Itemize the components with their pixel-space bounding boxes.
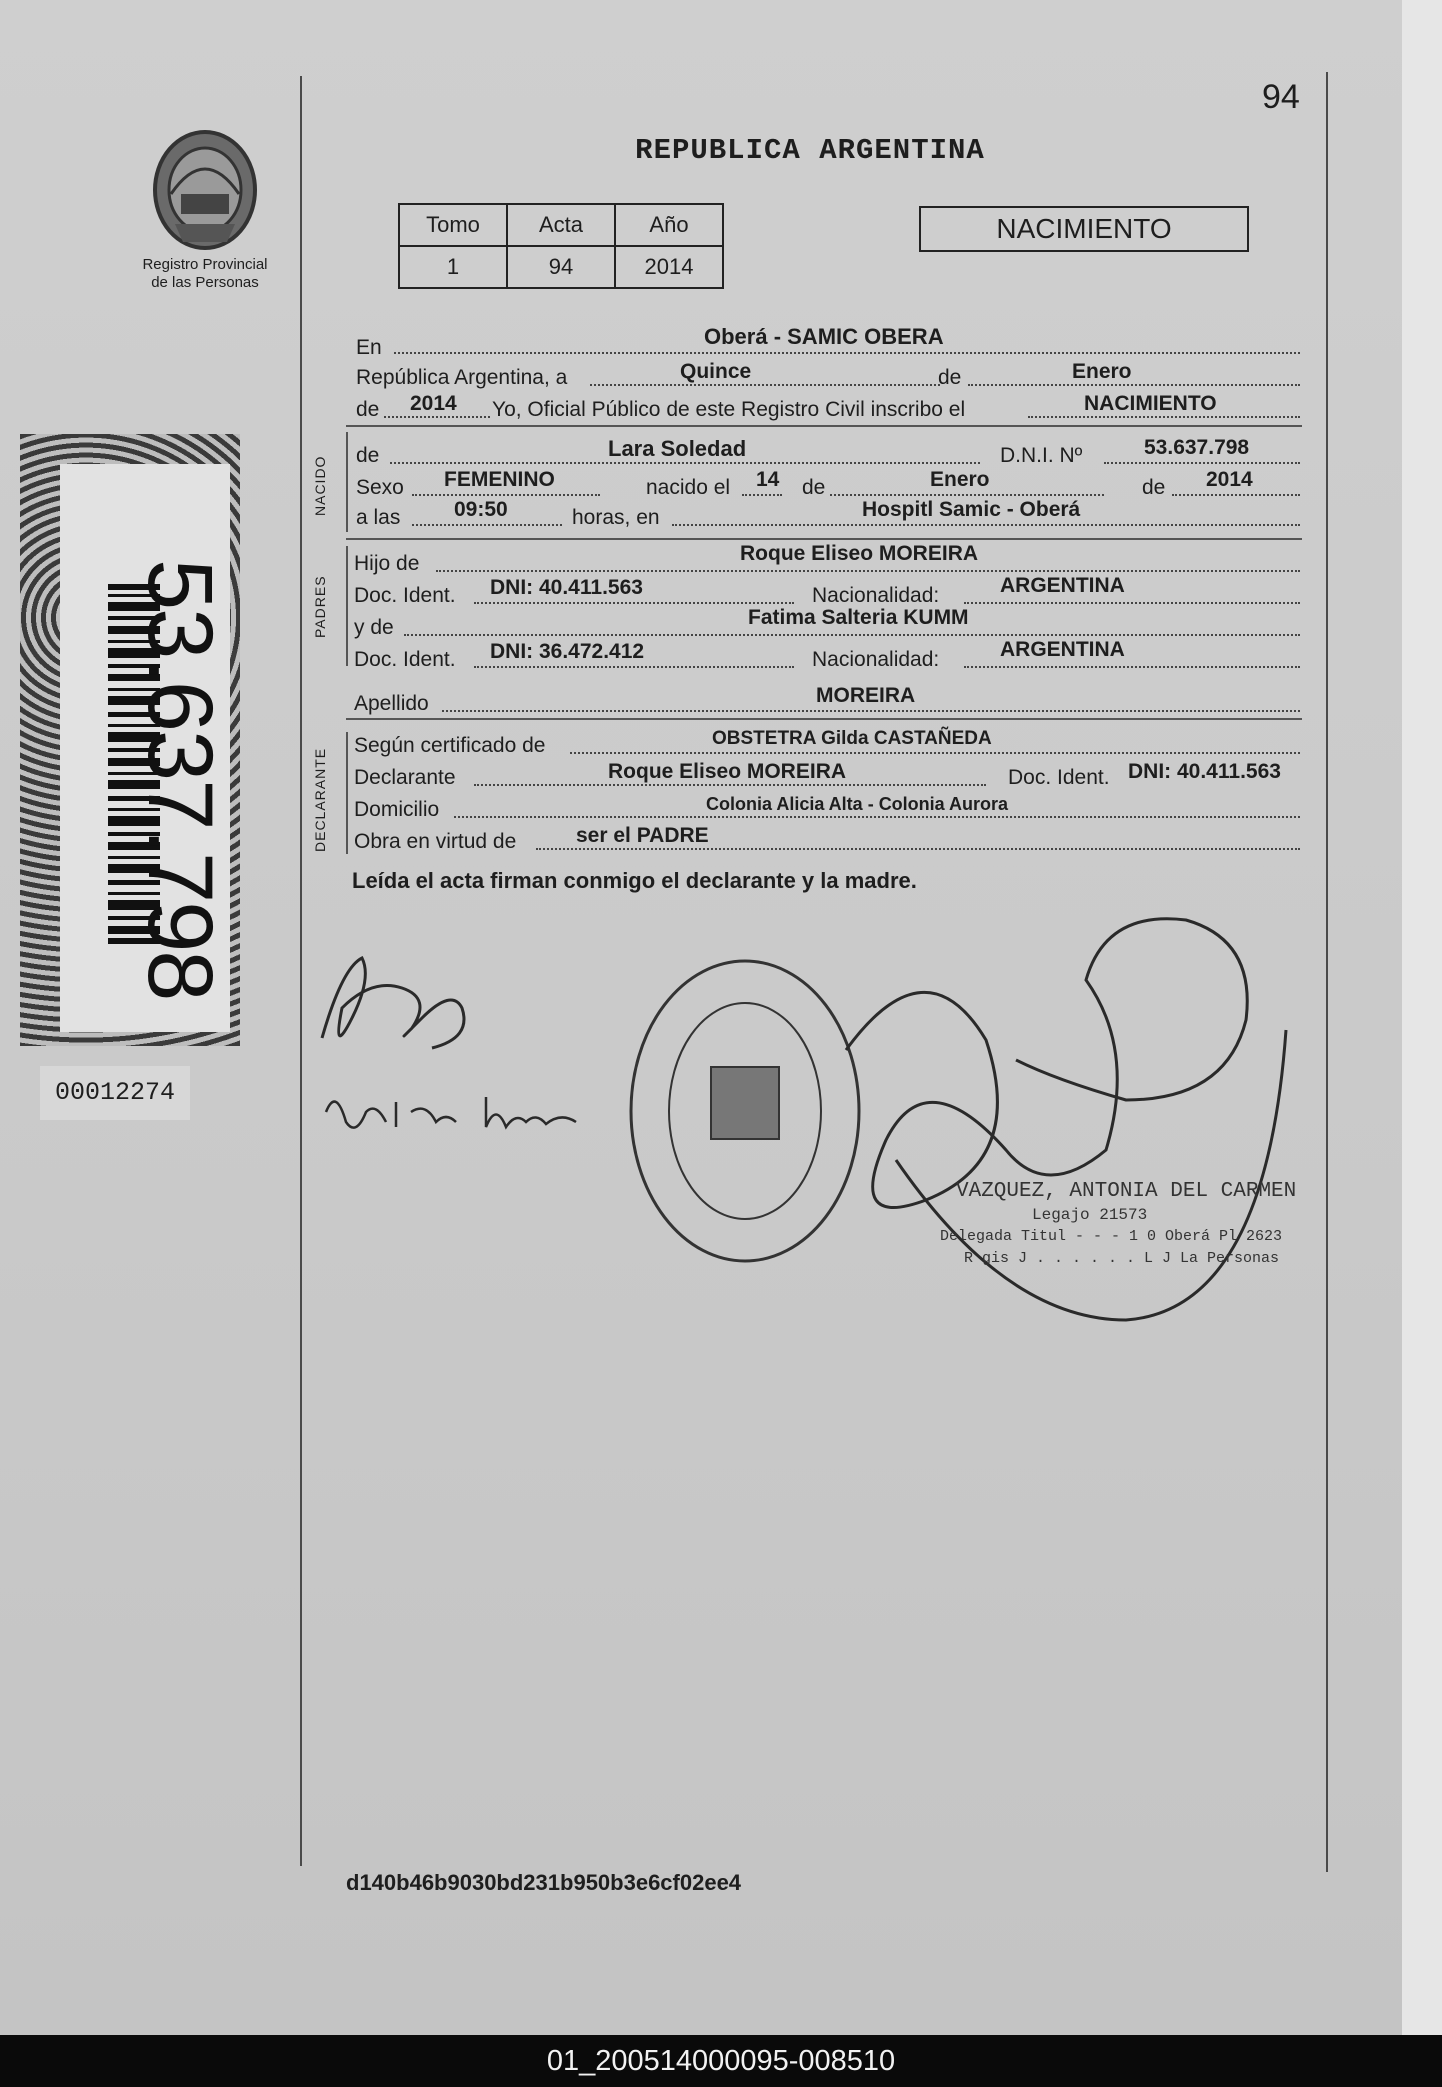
- horas-label: horas, en: [572, 506, 660, 529]
- cert-label: Según certificado de: [354, 734, 546, 757]
- ref-header-anio: Año: [615, 204, 723, 246]
- official-line3: Delegada Titul - - - 1 0 Oberá Pl 2623: [940, 1228, 1283, 1245]
- dom-dots: [454, 816, 1300, 818]
- mes-value: Enero: [930, 468, 990, 491]
- reference-table: [398, 203, 724, 289]
- nacido-de-label2: de: [802, 476, 826, 499]
- de-label-year: de: [356, 398, 380, 421]
- en-label: En: [356, 336, 382, 359]
- madre-doc-label: Doc. Ident.: [354, 648, 456, 671]
- padre-doc-dots: [474, 602, 794, 604]
- year-value: 2014: [410, 392, 457, 415]
- mes-dots: [830, 494, 1104, 496]
- dom-label: Domicilio: [354, 798, 440, 821]
- document-title: REPUBLICA ARGENTINA: [635, 134, 985, 167]
- day-value: Quince: [680, 360, 752, 383]
- sexo-value: FEMENINO: [444, 468, 555, 491]
- apellido-dots: [442, 710, 1300, 712]
- official-legajo: Legajo 21573: [1032, 1206, 1148, 1224]
- child-name: Lara Soledad: [608, 436, 747, 461]
- nacido-de-label3: de: [1142, 476, 1166, 499]
- day-dots: [590, 384, 940, 386]
- madre-doc: DNI: 36.472.412: [490, 640, 645, 663]
- act-value: NACIMIENTO: [1084, 392, 1217, 415]
- hora-value: 09:50: [454, 498, 508, 521]
- logo-caption-line2: de las Personas: [151, 274, 259, 291]
- province-logo: [145, 124, 265, 259]
- madre-nac-label: Nacionalidad:: [812, 648, 940, 671]
- lugar-value: Hospitl Samic - Oberá: [862, 498, 1081, 521]
- decl-label: Declarante: [354, 766, 456, 789]
- logo-caption: [130, 256, 280, 292]
- ref-value-anio: 2014: [615, 246, 723, 288]
- lugar-dots: [672, 524, 1300, 526]
- child-dni: 53.637.798: [1144, 436, 1250, 459]
- barcode-background: [60, 464, 230, 1032]
- hora-dots: [412, 524, 562, 526]
- padre-doc-label: Doc. Ident.: [354, 584, 456, 607]
- mother-signature: [316, 1082, 606, 1142]
- decl-doc-label: Doc. Ident.: [1008, 766, 1110, 789]
- act-dots: [1028, 416, 1300, 418]
- document-hash: d140b46b9030bd231b950b3e6cf02ee4: [346, 1870, 742, 1895]
- madre-nac-dots: [964, 666, 1300, 668]
- month-dots: [968, 384, 1300, 386]
- dom-value: Colonia Alicia Alta - Colonia Aurora: [706, 794, 1009, 814]
- madre-nac: ARGENTINA: [1000, 638, 1125, 661]
- name-dots: [390, 462, 980, 464]
- ref-header-tomo: Tomo: [399, 204, 507, 246]
- obra-value: ser el PADRE: [576, 824, 709, 847]
- official-name: VAZQUEZ, ANTONIA DEL CARMEN: [956, 1180, 1297, 1203]
- ref-value-tomo: 1: [399, 246, 507, 288]
- padre-name: Roque Eliseo MOREIRA: [740, 542, 979, 565]
- obra-label: Obra en virtud de: [354, 830, 517, 853]
- dia-value: 14: [756, 468, 780, 491]
- right-margin-line: [1326, 72, 1328, 1872]
- logo-caption-line1: Registro Provincial: [142, 256, 268, 273]
- padre-nac-label: Nacionalidad:: [812, 584, 940, 607]
- declarante-bracket: [346, 732, 348, 854]
- decl-dots: [474, 784, 986, 786]
- padre-dots: [436, 570, 1300, 572]
- de-label-month: de: [938, 366, 962, 389]
- ref-header-acta: Acta: [507, 204, 615, 246]
- en-dots: [394, 352, 1300, 354]
- nacido-de-label: de: [356, 444, 380, 467]
- barcode-label: [20, 434, 240, 1046]
- footer-id: 01_200514000095-008510: [546, 2045, 896, 2077]
- declarante-top-line: [346, 718, 1302, 720]
- padres-side-label: PADRES: [312, 575, 328, 638]
- madre-dots: [404, 634, 1300, 636]
- alas-label: a las: [356, 506, 401, 529]
- yde-label: y de: [354, 616, 394, 639]
- padre-doc: DNI: 40.411.563: [490, 576, 643, 599]
- dni-label: D.N.I. Nº: [1000, 444, 1083, 467]
- madre-name: Fatima Salteria KUMM: [748, 606, 969, 629]
- madre-doc-dots: [474, 666, 794, 668]
- padre-nac-dots: [964, 602, 1300, 604]
- ref-value-acta: 94: [507, 246, 615, 288]
- dia-dots: [742, 494, 782, 496]
- nacido-el-label: nacido el: [646, 476, 731, 499]
- hijo-label: Hijo de: [354, 552, 420, 575]
- month-value: Enero: [1072, 360, 1132, 383]
- cert-dots: [570, 752, 1300, 754]
- declarante-side-label: DECLARANTE: [312, 747, 328, 852]
- official-line4: R gis J . . . . . . L J La Personas: [964, 1250, 1280, 1267]
- padres-top-line: [346, 538, 1302, 540]
- left-margin-line: [300, 76, 302, 1866]
- padres-bracket: [346, 546, 348, 666]
- page-number: 94: [1262, 78, 1300, 116]
- nacido-top-line: [346, 425, 1302, 427]
- yo-text: Yo, Oficial Público de este Registro Civil inscribo el: [492, 398, 966, 421]
- obra-dots: [536, 848, 1300, 850]
- act-type-box: NACIMIENTO: [919, 206, 1249, 252]
- declarant-signature: [312, 948, 482, 1068]
- decl-doc: DNI: 40.411.563: [1128, 760, 1281, 783]
- anio-dots: [1172, 494, 1300, 496]
- nacido-bracket: [346, 432, 348, 532]
- dni-dots: [1104, 462, 1300, 464]
- closing-statement: Leída el acta firman conmigo el declarante y la madre.: [352, 868, 917, 893]
- sexo-label: Sexo: [356, 476, 404, 499]
- cert-value: OBSTETRA Gilda CASTAÑEDA: [712, 728, 992, 749]
- apellido-label: Apellido: [354, 692, 429, 715]
- apellido-value: MOREIRA: [816, 684, 916, 707]
- en-value: Oberá - SAMIC OBERA: [704, 324, 944, 349]
- footer-bar: [0, 2035, 1442, 2087]
- padre-nac: ARGENTINA: [1000, 574, 1125, 597]
- decl-value: Roque Eliseo MOREIRA: [608, 760, 847, 783]
- serial-number: 00012274: [40, 1066, 190, 1120]
- anio-value: 2014: [1206, 468, 1253, 491]
- sexo-dots: [412, 494, 600, 496]
- barcode-number: 53.637.798: [129, 559, 231, 1000]
- nacido-side-label: NACIDO: [312, 455, 328, 516]
- republica-label: República Argentina, a: [356, 366, 568, 389]
- year-dots: [384, 416, 490, 418]
- page-edge: [1402, 0, 1442, 2035]
